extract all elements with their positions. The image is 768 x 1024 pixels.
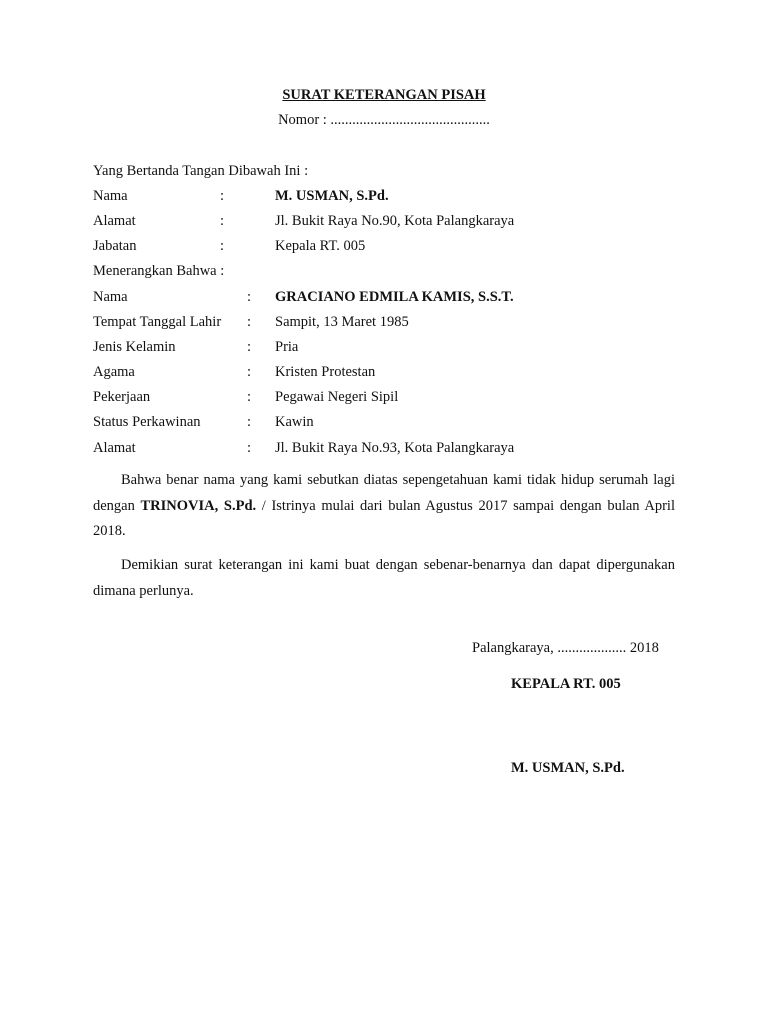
field-colon: : [247,339,252,355]
signer-name-row [93,187,693,205]
field-label: Jabatan [93,238,137,254]
field-value: Kawin [275,414,314,430]
field-label: Nama [93,289,128,305]
statement-text-a: Bahwa benar nama yang kami sebutkan diatas sepengetahuan kami tidak hidup serumah lagi dengan [93,472,675,514]
field-colon: : [247,289,252,305]
subject-name-row [93,288,693,306]
signer-intro: Yang Bertanda Tangan Dibawah Ini : [93,163,309,179]
field-colon: : [220,213,225,229]
statement-text-b: / Istrinya mulai dari bulan Agustus 2017 sampai dengan bulan April 2018. [93,497,675,539]
field-value: Kristen Protestan [275,364,376,380]
field-label: Nama [93,188,128,204]
place-date: Palangkaraya, ................... 2018 [472,640,659,656]
signatory-name: M. USMAN, S.Pd. [511,760,625,776]
signer-position-row [93,237,693,255]
subject-intro: Menerangkan Bahwa : [93,263,225,279]
signatory-position: KEPALA RT. 005 [511,676,621,692]
subject-marital-row [93,413,693,431]
subject-occupation-row [93,388,693,406]
field-label: Status Perkawinan [93,414,201,430]
field-value: Sampit, 13 Maret 1985 [275,314,409,330]
field-colon: : [220,238,225,254]
field-value: Pegawai Negeri Sipil [275,389,399,405]
subject-birth-row [93,313,693,331]
subject-address-row [93,439,693,457]
field-colon: : [247,364,252,380]
field-value: Jl. Bukit Raya No.90, Kota Palangkaraya [275,213,515,229]
field-colon: : [220,188,225,204]
subject-gender-row [93,338,693,356]
field-colon: : [247,389,252,405]
statement-paragraph [93,468,675,545]
field-colon: : [247,314,252,330]
field-label: Alamat [93,213,136,229]
field-label: Jenis Kelamin [93,339,176,355]
signer-address-row [93,212,693,230]
subject-religion-row [93,363,693,381]
field-value: GRACIANO EDMILA KAMIS, S.S.T. [275,289,514,305]
field-value: M. USMAN, S.Pd. [275,188,389,204]
spouse-name: TRINOVIA, S.Pd. [140,497,257,514]
document-title: SURAT KETERANGAN PISAH [282,87,486,103]
field-value: Kepala RT. 005 [275,238,366,254]
field-label: Alamat [93,440,136,456]
field-value: Pria [275,339,299,355]
field-value: Jl. Bukit Raya No.93, Kota Palangkaraya [275,440,515,456]
field-colon: : [247,414,252,430]
field-label: Agama [93,364,135,380]
field-label: Tempat Tanggal Lahir [93,314,222,330]
field-colon: : [247,440,252,456]
field-label: Pekerjaan [93,389,151,405]
closing-paragraph: Demikian surat keterangan ini kami buat dengan sebenar-benarnya dan dapat dipergunakan dimana perlunya. [93,557,675,599]
document-number: Nomor : ............................................ [278,112,490,128]
